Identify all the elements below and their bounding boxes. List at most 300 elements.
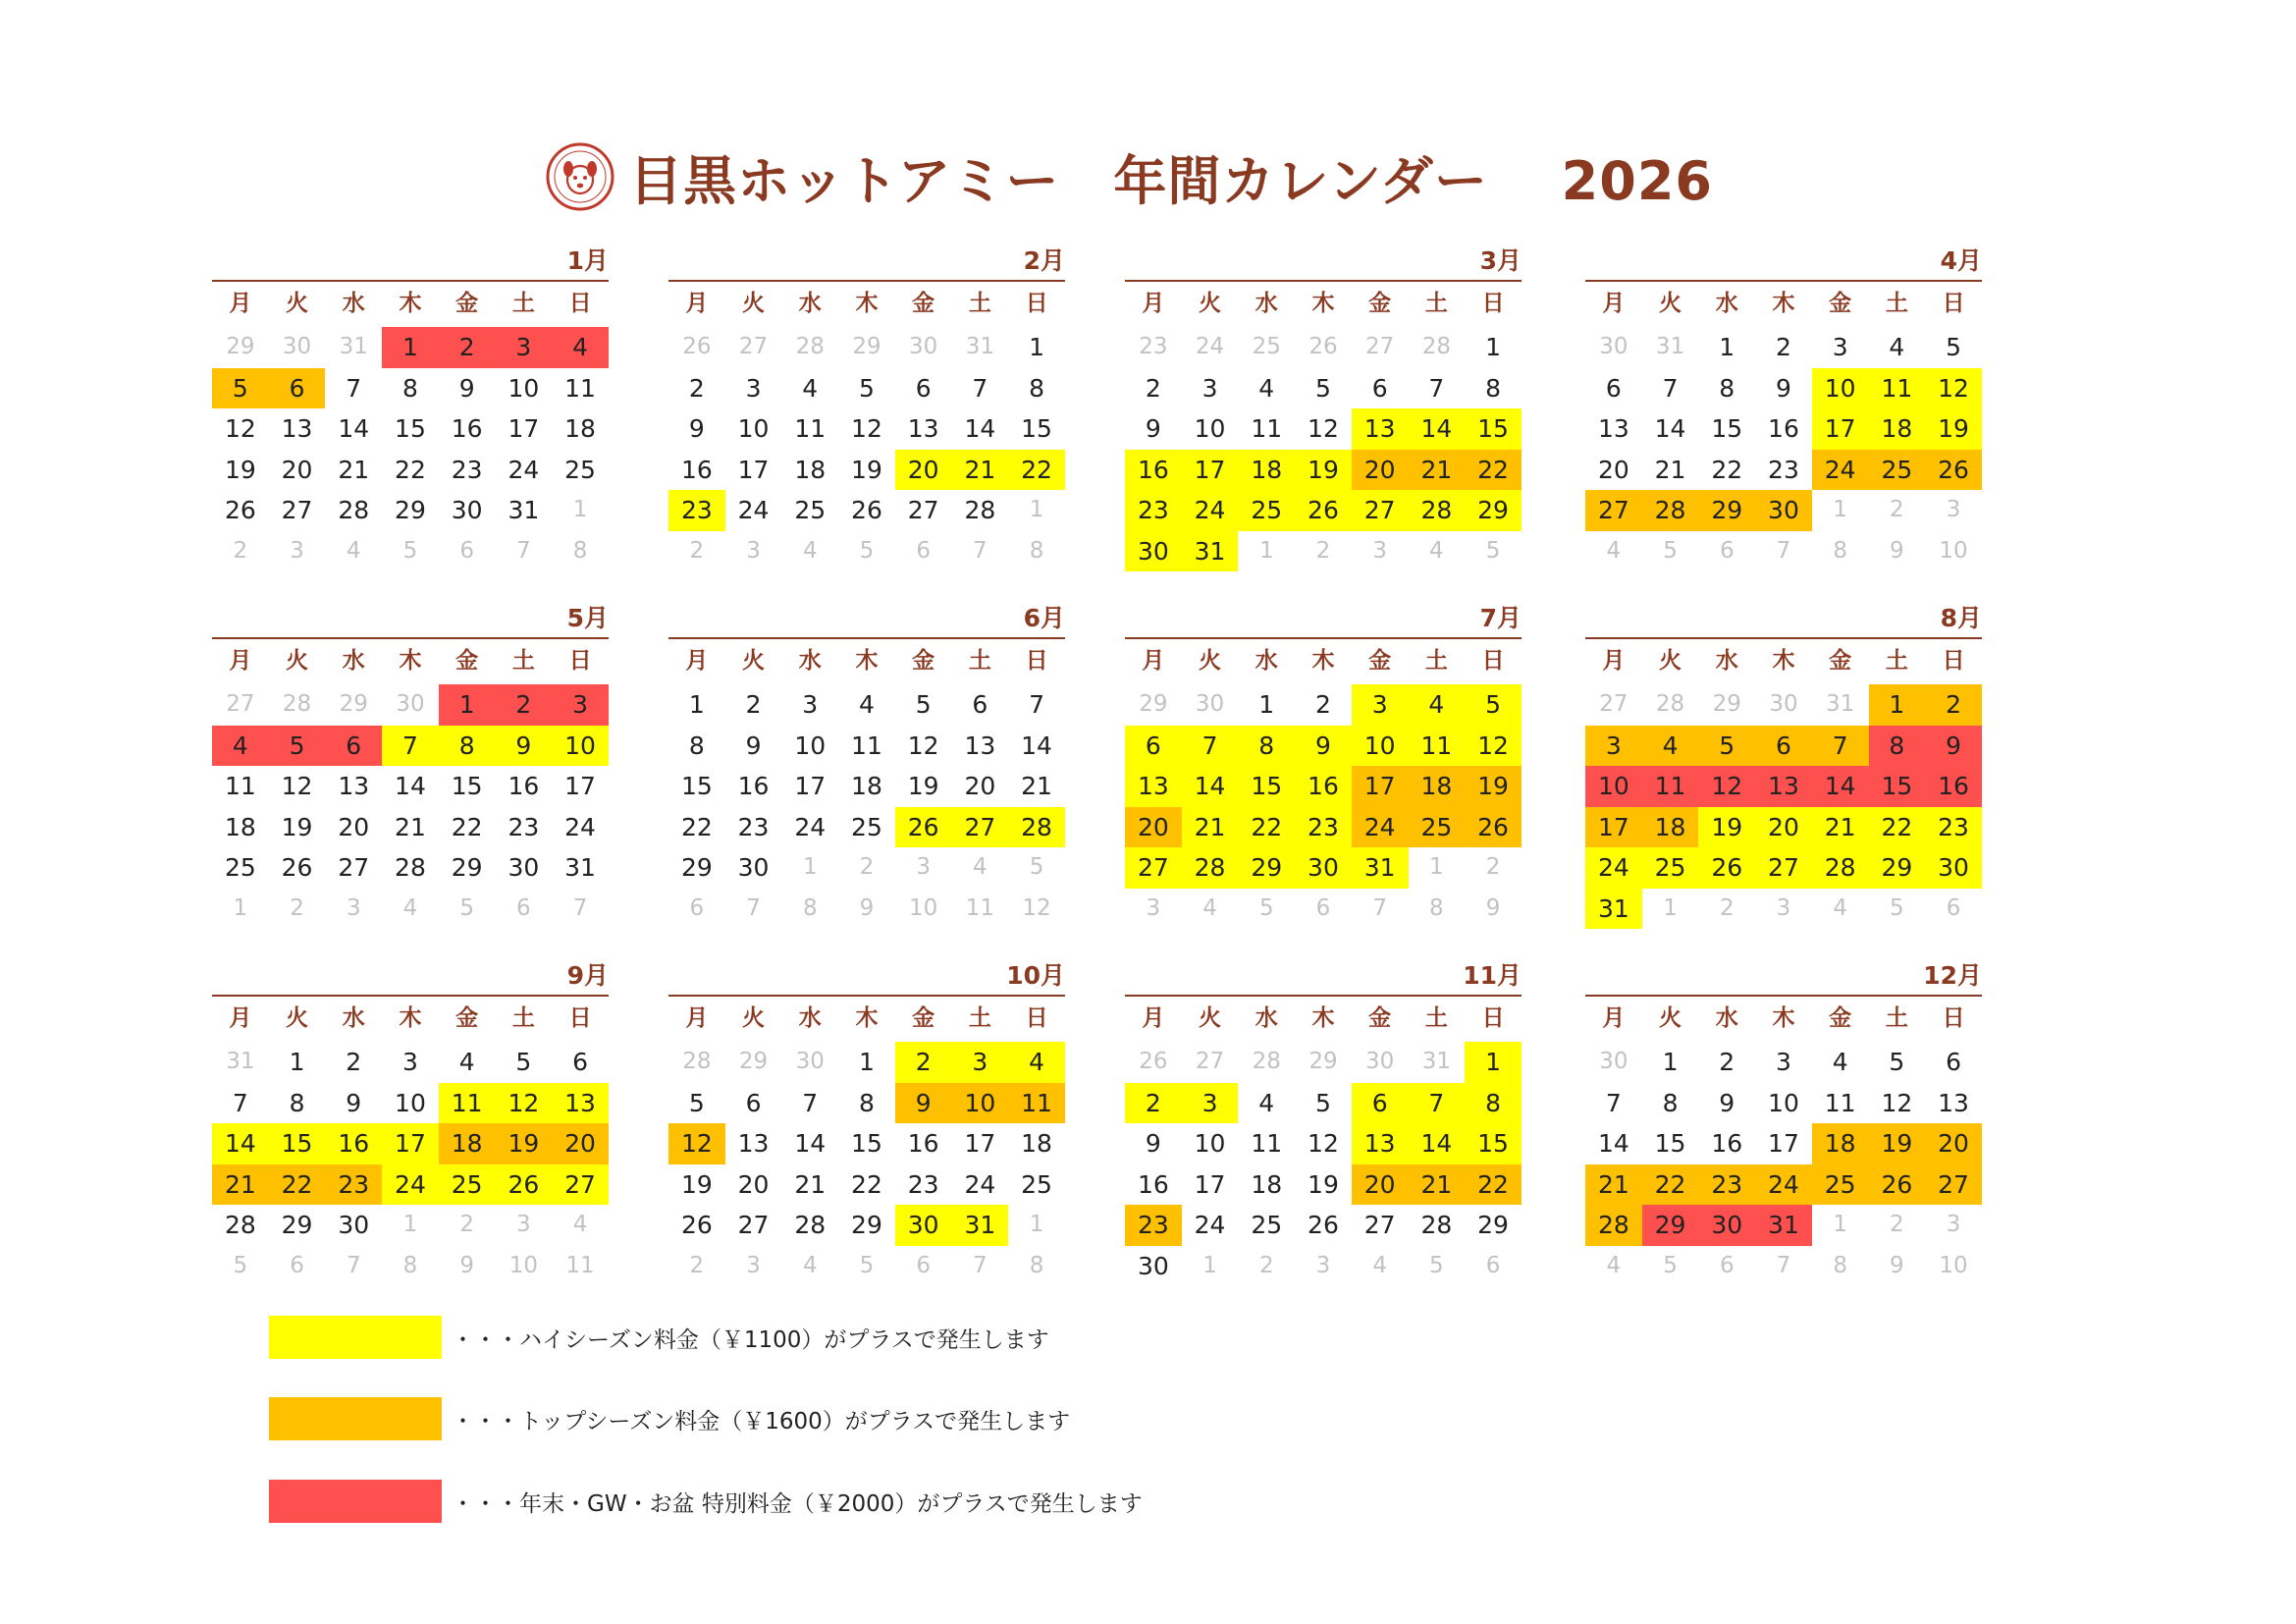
day-cell: 22 (851, 1169, 882, 1199)
day-cell: 7 (346, 373, 362, 403)
month-label: 3月 (1479, 246, 1522, 275)
day-cell: 30 (1769, 691, 1798, 717)
weekday-label: 日 (1942, 648, 1965, 674)
day-cell: 23 (1125, 490, 1182, 531)
weekday-label: 火 (1659, 291, 1682, 316)
day-cell: 7 (973, 1252, 988, 1278)
weekday-label: 土 (511, 648, 535, 674)
day-cell: 26 (1308, 1211, 1339, 1239)
day-cell: 7 (1409, 1083, 1466, 1124)
day-cell: 5 (688, 1088, 705, 1117)
weekday-label: 月 (685, 291, 709, 316)
day-cell: 16 (1925, 766, 1982, 807)
day-cell: 16 (507, 772, 540, 800)
day-cell: 8 (572, 537, 588, 564)
day-cell: 7 (1776, 537, 1791, 564)
weekday-label: 火 (286, 291, 309, 316)
day-cell: 23 (325, 1164, 382, 1206)
day-cell: 7 (382, 726, 439, 767)
day-cell: 2 (689, 1252, 705, 1278)
week-row (1125, 490, 1522, 531)
day-cell: 5 (1258, 894, 1274, 921)
weekday-label: 日 (1942, 291, 1965, 316)
weekday-label: 金 (1829, 1005, 1852, 1031)
week-row (212, 726, 609, 767)
weekday-header (212, 641, 609, 680)
weekday-label: 日 (1942, 1005, 1965, 1031)
day-cell: 25 (224, 853, 256, 882)
day-cell: 5 (212, 368, 269, 409)
day-cell: 4 (346, 537, 361, 564)
week-row (668, 1123, 1065, 1164)
day-cell: 25 (1238, 490, 1295, 531)
day-cell: 4 (1642, 726, 1699, 767)
week-row (1125, 847, 1522, 889)
day-cell: 9 (458, 373, 475, 403)
day-cell: 24 (1194, 1211, 1226, 1239)
weekday-label: 水 (1715, 291, 1738, 316)
day-cell: 11 (851, 731, 882, 760)
day-cell: 7 (802, 1088, 819, 1117)
day-cell: 12 (496, 1083, 553, 1124)
day-cell: 2 (1315, 537, 1331, 564)
day-cell: 28 (795, 334, 825, 359)
day-cell: 10 (507, 373, 540, 403)
day-cell: 12 (1308, 414, 1339, 443)
day-cell: 29 (1712, 691, 1741, 717)
day-cell: 9 (459, 1252, 474, 1278)
day-cell: 12 (1698, 766, 1755, 807)
day-cell: 21 (1654, 455, 1686, 484)
day-cell: 31 (1755, 1205, 1812, 1246)
month-block (1585, 958, 1982, 1278)
day-cell: 7 (973, 537, 988, 564)
weekday-label: 金 (1829, 648, 1852, 674)
weekday-label: 日 (1025, 648, 1048, 674)
day-cell: 20 (1125, 807, 1182, 848)
weekday-label: 木 (399, 648, 422, 674)
day-cell: 24 (507, 455, 540, 484)
week-row (212, 368, 609, 409)
day-cell: 26 (1295, 490, 1352, 531)
day-cell: 12 (668, 1123, 725, 1164)
day-cell: 28 (395, 853, 426, 882)
day-cell: 5 (1315, 1088, 1331, 1117)
weekday-label: 日 (1025, 291, 1048, 316)
day-cell: 24 (1755, 1164, 1812, 1206)
day-cell: 13 (1755, 766, 1812, 807)
day-cell: 5 (233, 1252, 248, 1278)
day-cell: 3 (402, 1048, 418, 1076)
day-cell: 25 (1812, 1164, 1869, 1206)
day-cell: 11 (1824, 1088, 1856, 1117)
day-cell: 3 (516, 1212, 531, 1237)
day-cell: 18 (1021, 1129, 1052, 1158)
day-cell: 4 (1202, 894, 1217, 921)
day-cell: 26 (1465, 807, 1522, 848)
week-row (1125, 327, 1522, 368)
day-cell: 5 (1663, 537, 1678, 564)
month-label: 1月 (566, 246, 609, 275)
day-cell: 3 (746, 537, 761, 564)
day-cell: 9 (1145, 1129, 1161, 1158)
day-cell: 17 (564, 772, 596, 800)
day-cell: 1 (1833, 497, 1847, 522)
day-cell: 8 (1029, 373, 1045, 403)
day-cell: 30 (909, 334, 938, 359)
day-cell: 3 (952, 1042, 1009, 1083)
week-row (1125, 1123, 1522, 1164)
day-cell: 27 (1363, 1211, 1396, 1239)
weekday-header (212, 284, 609, 323)
day-cell: 6 (1946, 1048, 1962, 1076)
month-label: 6月 (1023, 604, 1065, 632)
month-block (212, 601, 609, 921)
day-cell: 4 (552, 327, 609, 368)
week-row (1125, 1205, 1522, 1246)
day-cell: 8 (1662, 1088, 1679, 1117)
day-cell: 28 (964, 496, 996, 524)
week-row (1125, 766, 1522, 807)
day-cell: 25 (851, 812, 882, 841)
legend-item-high (269, 1316, 1049, 1359)
weekday-label: 月 (1142, 291, 1165, 316)
day-cell: 29 (1869, 847, 1926, 889)
week-row (668, 327, 1065, 368)
day-cell: 7 (746, 894, 761, 921)
week-row (1125, 1246, 1522, 1287)
day-cell: 29 (1139, 691, 1168, 717)
month-block (1585, 601, 1982, 923)
day-cell: 26 (1308, 334, 1338, 359)
day-cell: 26 (895, 807, 952, 848)
day-cell: 29 (451, 853, 483, 882)
day-cell: 3 (1201, 373, 1218, 403)
day-cell: 3 (346, 894, 361, 921)
day-cell: 2 (1719, 1048, 1735, 1076)
day-cell: 1 (1258, 690, 1275, 719)
month-divider (668, 280, 1065, 282)
week-row (212, 531, 609, 572)
day-cell: 27 (1755, 847, 1812, 889)
day-cell: 14 (1597, 1129, 1629, 1158)
day-cell: 5 (1889, 1048, 1905, 1076)
legend-swatch (269, 1480, 442, 1523)
weekday-label: 金 (912, 291, 935, 316)
day-cell: 1 (1465, 1042, 1522, 1083)
week-row (1585, 1083, 1982, 1124)
week-row (1125, 684, 1522, 726)
week-row (1585, 1205, 1982, 1246)
day-cell: 26 (281, 853, 313, 882)
day-cell: 15 (1869, 766, 1926, 807)
day-cell: 27 (1585, 490, 1642, 531)
day-cell: 16 (1295, 766, 1352, 807)
day-cell: 6 (972, 690, 988, 719)
day-cell: 29 (226, 334, 255, 359)
week-row (1585, 450, 1982, 491)
day-cell: 14 (1182, 766, 1239, 807)
week-row (668, 1246, 1065, 1287)
weekday-label: 火 (1659, 1005, 1682, 1031)
weekday-header (1585, 999, 1982, 1038)
day-cell: 26 (1139, 1049, 1168, 1074)
week-row (1585, 1123, 1982, 1164)
day-cell: 7 (1812, 726, 1869, 767)
day-cell: 8 (802, 894, 818, 921)
day-cell: 4 (402, 894, 418, 921)
month-label: 2月 (1023, 246, 1065, 275)
weekday-label: 月 (1602, 648, 1626, 674)
day-cell: 13 (964, 731, 996, 760)
day-cell: 7 (346, 1252, 361, 1278)
day-cell: 27 (1925, 1164, 1982, 1206)
legend-swatch (269, 1397, 442, 1440)
week-row (1125, 531, 1522, 572)
day-cell: 1 (1869, 684, 1926, 726)
week-row (668, 1164, 1065, 1206)
day-cell: 9 (1295, 726, 1352, 767)
month-block (212, 958, 609, 1278)
weekday-header (668, 999, 1065, 1038)
day-cell: 10 (1352, 726, 1409, 767)
weekday-label: 月 (229, 648, 252, 674)
week-row (1585, 327, 1982, 368)
day-cell: 11 (1008, 1083, 1065, 1124)
day-cell: 4 (1258, 1088, 1275, 1117)
weekday-label: 金 (1368, 1005, 1392, 1031)
day-cell: 30 (507, 853, 540, 882)
weekday-label: 日 (1481, 291, 1505, 316)
day-cell: 24 (794, 812, 827, 841)
day-cell: 30 (451, 496, 483, 524)
day-cell: 15 (1021, 414, 1052, 443)
day-cell: 11 (224, 772, 256, 800)
day-cell: 7 (1372, 894, 1387, 921)
day-cell: 22 (1008, 450, 1065, 491)
day-cell: 9 (346, 1088, 362, 1117)
day-cell: 30 (737, 853, 770, 882)
weekday-label: 金 (455, 1005, 479, 1031)
day-cell: 13 (907, 414, 939, 443)
weekday-label: 金 (912, 1005, 935, 1031)
day-cell: 17 (1585, 807, 1642, 848)
week-row (212, 1246, 609, 1287)
month-label: 8月 (1940, 604, 1982, 632)
day-cell: 23 (451, 455, 483, 484)
day-cell: 11 (1251, 414, 1283, 443)
week-row (1585, 684, 1982, 726)
day-cell: 5 (859, 373, 875, 403)
day-cell: 25 (1409, 807, 1466, 848)
day-cell: 12 (1925, 368, 1982, 409)
day-cell: 29 (1698, 490, 1755, 531)
day-cell: 15 (395, 414, 426, 443)
weekday-label: 月 (1602, 1005, 1626, 1031)
day-cell: 21 (1812, 807, 1869, 848)
day-cell: 31 (1585, 889, 1642, 930)
month-divider (1125, 280, 1522, 282)
page-title: 目黒ホットアミー 年間カレンダー 2026 (629, 149, 1713, 212)
day-cell: 21 (212, 1164, 269, 1206)
day-cell: 6 (1371, 373, 1388, 403)
day-cell: 12 (281, 772, 313, 800)
weekday-label: 木 (855, 1005, 879, 1031)
week-row (1125, 1164, 1522, 1206)
week-row (212, 1083, 609, 1124)
week-row (668, 450, 1065, 491)
day-cell: 6 (1485, 1252, 1501, 1278)
day-cell: 2 (1890, 497, 1904, 522)
day-cell: 13 (1938, 1088, 1969, 1117)
day-cell: 10 (909, 894, 938, 921)
day-cell: 20 (552, 1123, 609, 1164)
day-cell: 27 (907, 496, 939, 524)
day-cell: 1 (1258, 537, 1274, 564)
month-divider (212, 637, 609, 639)
day-cell: 15 (1465, 1123, 1522, 1164)
month-label: 9月 (566, 961, 609, 990)
weekday-label: 木 (1772, 1005, 1795, 1031)
day-cell: 18 (1642, 807, 1699, 848)
week-row (212, 1123, 609, 1164)
weekday-label: 土 (968, 648, 991, 674)
week-row (1125, 450, 1522, 491)
weekday-label: 日 (568, 291, 592, 316)
day-cell: 1 (802, 854, 818, 880)
day-cell: 11 (1869, 368, 1926, 409)
month-divider (1585, 280, 1982, 282)
day-cell: 17 (1194, 1169, 1226, 1199)
day-cell: 29 (339, 691, 368, 717)
week-row (212, 327, 609, 368)
day-cell: 5 (1029, 854, 1044, 880)
weekday-label: 木 (399, 291, 422, 316)
day-cell: 4 (1606, 1252, 1622, 1278)
day-cell: 19 (1925, 408, 1982, 450)
day-cell: 12 (851, 414, 882, 443)
day-cell: 14 (1409, 408, 1466, 450)
day-cell: 29 (395, 496, 426, 524)
day-cell: 3 (1352, 684, 1409, 726)
month-label: 5月 (566, 604, 609, 632)
weekday-label: 土 (1885, 291, 1908, 316)
weekday-label: 水 (1255, 291, 1278, 316)
day-cell: 1 (439, 684, 496, 726)
day-cell: 16 (907, 1129, 939, 1158)
day-cell: 13 (737, 1129, 770, 1158)
day-cell: 8 (1833, 537, 1847, 564)
day-cell: 10 (395, 1088, 426, 1117)
week-row (212, 1042, 609, 1083)
day-cell: 1 (572, 497, 588, 522)
weekday-label: 月 (229, 1005, 252, 1031)
week-row (212, 684, 609, 726)
day-cell: 9 (1485, 894, 1501, 921)
weekday-label: 火 (1199, 291, 1222, 316)
day-cell: 21 (952, 450, 1009, 491)
day-cell: 29 (852, 334, 881, 359)
day-cell: 22 (1465, 450, 1522, 491)
day-cell: 11 (439, 1083, 496, 1124)
day-cell: 3 (1146, 894, 1161, 921)
day-cell: 30 (795, 1049, 825, 1074)
day-cell: 8 (688, 731, 705, 760)
day-cell: 23 (1698, 1164, 1755, 1206)
day-cell: 19 (1465, 766, 1522, 807)
day-cell: 7 (1182, 726, 1239, 767)
day-cell: 13 (338, 772, 370, 800)
weekday-label: 火 (286, 1005, 309, 1031)
legend-text: ・・・ハイシーズン料金（￥1100）がプラスで発生します (452, 1326, 1049, 1353)
day-cell: 2 (688, 373, 705, 403)
day-cell: 4 (1409, 684, 1466, 726)
day-cell: 6 (916, 1252, 931, 1278)
day-cell: 17 (1182, 450, 1239, 491)
day-cell: 4 (859, 690, 875, 719)
month-divider (1585, 637, 1982, 639)
week-row (1585, 766, 1982, 807)
day-cell: 12 (224, 414, 256, 443)
weekday-label: 土 (968, 291, 991, 316)
day-cell: 10 (1812, 368, 1869, 409)
day-cell: 31 (1655, 334, 1685, 359)
day-cell: 6 (269, 368, 326, 409)
day-cell: 20 (1925, 1123, 1982, 1164)
week-row (212, 1164, 609, 1206)
day-cell: 4 (1833, 894, 1847, 921)
day-cell: 5 (1429, 1252, 1444, 1278)
week-row (668, 684, 1065, 726)
day-cell: 6 (572, 1048, 589, 1076)
day-cell: 17 (794, 772, 827, 800)
day-cell: 30 (338, 1211, 370, 1239)
day-cell: 28 (282, 691, 312, 717)
day-cell: 16 (737, 772, 770, 800)
day-cell: 4 (802, 537, 818, 564)
day-cell: 22 (1238, 807, 1295, 848)
day-cell: 6 (459, 537, 474, 564)
day-cell: 26 (1925, 450, 1982, 491)
week-row (668, 847, 1065, 889)
day-cell: 21 (1182, 807, 1239, 848)
day-cell: 8 (439, 726, 496, 767)
weekday-label: 金 (455, 648, 479, 674)
day-cell: 7 (1776, 1252, 1791, 1278)
day-cell: 15 (451, 772, 483, 800)
day-cell: 16 (680, 455, 713, 484)
day-cell: 1 (1029, 497, 1044, 522)
day-cell: 1 (1662, 1048, 1679, 1076)
day-cell: 12 (1465, 726, 1522, 767)
weekday-label: 日 (1481, 1005, 1505, 1031)
day-cell: 11 (564, 373, 596, 403)
weekday-label: 水 (1255, 648, 1278, 674)
month-label: 7月 (1479, 604, 1522, 632)
weekday-label: 火 (742, 291, 766, 316)
week-row (1585, 531, 1982, 572)
day-cell: 18 (1251, 1169, 1283, 1199)
day-cell: 21 (1409, 450, 1466, 491)
day-cell: 20 (1755, 807, 1812, 848)
day-cell: 3 (916, 854, 931, 880)
day-cell: 29 (1465, 490, 1522, 531)
day-cell: 4 (212, 726, 269, 767)
day-cell: 10 (552, 726, 609, 767)
day-cell: 5 (402, 537, 418, 564)
week-row (1125, 1083, 1522, 1124)
day-cell: 17 (964, 1129, 996, 1158)
